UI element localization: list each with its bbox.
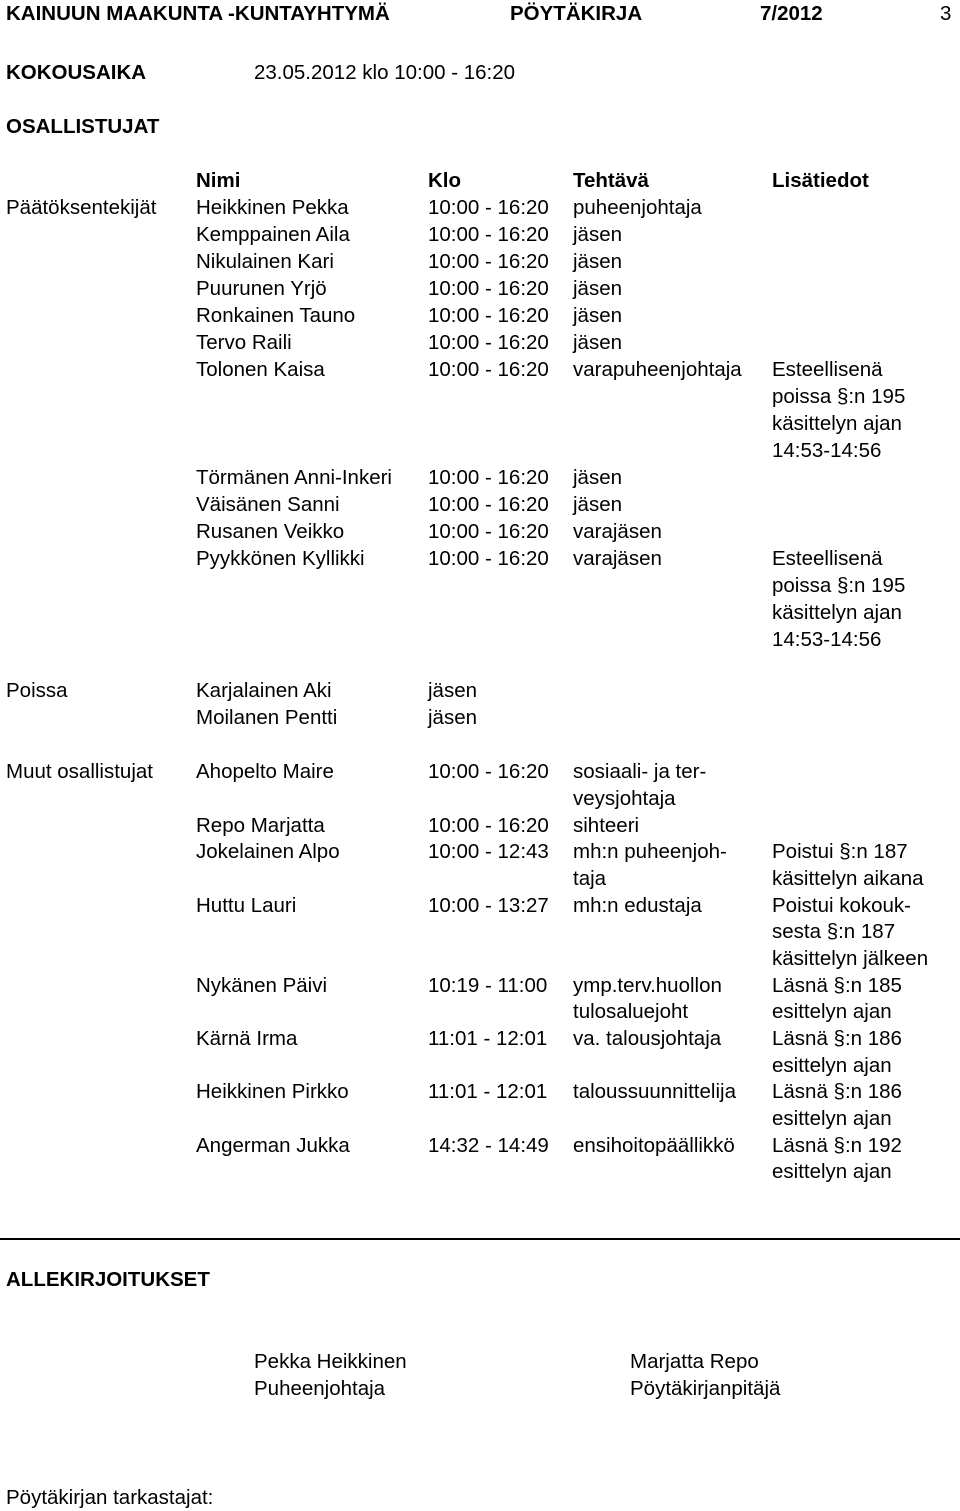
other-time: 10:00 - 16:20: [428, 760, 549, 783]
document-number: 7/2012: [760, 2, 823, 25]
other-time: 14:32 - 14:49: [428, 1134, 549, 1157]
participant-role: varajäsen: [573, 547, 662, 570]
other-role: taloussuunnittelija: [573, 1080, 736, 1103]
participant-role: jäsen: [573, 223, 623, 246]
participant-time: 10:00 - 16:20: [428, 466, 549, 489]
participant-name: Ronkainen Tauno: [196, 304, 356, 327]
decision-makers-label: Päätöksentekijät: [6, 196, 157, 219]
participant-note: poissa §:n 195: [772, 385, 906, 408]
page-number: 3: [940, 2, 952, 25]
other-note: esittelyn ajan: [772, 1160, 892, 1183]
document-type: PÖYTÄKIRJA: [510, 2, 643, 25]
other-note: Läsnä §:n 186: [772, 1080, 902, 1103]
other-time: 10:00 - 12:43: [428, 840, 549, 863]
chair-name: Pekka Heikkinen: [254, 1350, 407, 1373]
other-time: 10:00 - 13:27: [428, 894, 549, 917]
participant-role: varajäsen: [573, 520, 662, 543]
participant-name: Rusanen Veikko: [196, 520, 345, 543]
section-divider: [0, 1238, 960, 1240]
meeting-time-label: KOKOUSAIKA: [6, 61, 147, 84]
other-role: mh:n puheenjoh-: [573, 840, 727, 863]
other-note: sesta §:n 187: [772, 920, 896, 943]
column-header-notes: Lisätiedot: [772, 169, 869, 192]
secretary-name: Marjatta Repo: [630, 1350, 759, 1373]
participant-name: Heikkinen Pekka: [196, 196, 349, 219]
absent-role: jäsen: [428, 706, 478, 729]
participant-role: puheenjohtaja: [573, 196, 702, 219]
other-time: 10:00 - 16:20: [428, 814, 549, 837]
other-role: sosiaali- ja ter-: [573, 760, 707, 783]
secretary-title: Pöytäkirjanpitäjä: [630, 1377, 781, 1400]
other-name: Kärnä Irma: [196, 1027, 298, 1050]
other-name: Huttu Lauri: [196, 894, 297, 917]
participant-note: 14:53-14:56: [772, 439, 882, 462]
participant-time: 10:00 - 16:20: [428, 223, 549, 246]
participant-time: 10:00 - 16:20: [428, 547, 549, 570]
participant-role: jäsen: [573, 331, 623, 354]
other-time: 10:19 - 11:00: [428, 974, 548, 997]
participant-name: Törmänen Anni-Inkeri: [196, 466, 392, 489]
other-note: Poistui §:n 187: [772, 840, 908, 863]
participant-name: Tolonen Kaisa: [196, 358, 325, 381]
participant-time: 10:00 - 16:20: [428, 196, 549, 219]
participant-name: Nikulainen Kari: [196, 250, 334, 273]
participant-name: Tervo Raili: [196, 331, 292, 354]
other-name: Angerman Jukka: [196, 1134, 350, 1157]
other-note: Läsnä §:n 192: [772, 1134, 902, 1157]
participant-name: Puurunen Yrjö: [196, 277, 327, 300]
other-note: esittelyn ajan: [772, 1054, 892, 1077]
participant-time: 10:00 - 16:20: [428, 358, 549, 381]
column-header-time: Klo: [428, 169, 462, 192]
column-header-name: Nimi: [196, 169, 241, 192]
participant-name: Pyykkönen Kyllikki: [196, 547, 365, 570]
participant-role: jäsen: [573, 493, 623, 516]
participant-role: jäsen: [573, 304, 623, 327]
participant-note: käsittelyn ajan: [772, 412, 902, 435]
other-role: tulosaluejoht: [573, 1000, 689, 1023]
other-note: esittelyn ajan: [772, 1107, 892, 1130]
other-note: Läsnä §:n 186: [772, 1027, 902, 1050]
reviewers-label: Pöytäkirjan tarkastajat:: [6, 1486, 214, 1509]
participant-time: 10:00 - 16:20: [428, 277, 549, 300]
other-name: Jokelainen Alpo: [196, 840, 340, 863]
organization-name: KAINUUN MAAKUNTA -KUNTAYHTYMÄ: [6, 2, 390, 25]
signatures-title: ALLEKIRJOITUKSET: [6, 1268, 210, 1291]
other-time: 11:01 - 12:01: [428, 1080, 548, 1103]
other-role: mh:n edustaja: [573, 894, 702, 917]
participant-time: 10:00 - 16:20: [428, 331, 549, 354]
participant-note: poissa §:n 195: [772, 574, 906, 597]
column-header-role: Tehtävä: [573, 169, 649, 192]
participants-title: OSALLISTUJAT: [6, 115, 160, 138]
participant-time: 10:00 - 16:20: [428, 493, 549, 516]
participant-name: Väisänen Sanni: [196, 493, 340, 516]
participant-name: Kemppainen Aila: [196, 223, 350, 246]
other-role: veysjohtaja: [573, 787, 676, 810]
participant-time: 10:00 - 16:20: [428, 520, 549, 543]
other-name: Nykänen Päivi: [196, 974, 328, 997]
absent-label: Poissa: [6, 679, 68, 702]
other-role: ymp.terv.huollon: [573, 974, 722, 997]
participant-note: Esteellisenä: [772, 547, 883, 570]
other-note: käsittelyn jälkeen: [772, 947, 929, 970]
absent-name: Moilanen Pentti: [196, 706, 338, 729]
participant-role: jäsen: [573, 277, 623, 300]
chair-title: Puheenjohtaja: [254, 1377, 386, 1400]
participant-time: 10:00 - 16:20: [428, 304, 549, 327]
other-time: 11:01 - 12:01: [428, 1027, 548, 1050]
participant-role: jäsen: [573, 250, 623, 273]
other-participants-label: Muut osallistujat: [6, 760, 153, 783]
other-note: käsittelyn aikana: [772, 867, 924, 890]
participant-note: käsittelyn ajan: [772, 601, 902, 624]
other-note: Poistui kokouk-: [772, 894, 912, 917]
other-role: sihteeri: [573, 814, 640, 837]
other-note: esittelyn ajan: [772, 1000, 892, 1023]
participant-role: jäsen: [573, 466, 623, 489]
participant-time: 10:00 - 16:20: [428, 250, 549, 273]
other-role: ensihoitopäällikkö: [573, 1134, 735, 1157]
absent-name: Karjalainen Aki: [196, 679, 332, 702]
other-note: Läsnä §:n 185: [772, 974, 902, 997]
participant-note: 14:53-14:56: [772, 628, 882, 651]
absent-role: jäsen: [428, 679, 478, 702]
other-name: Heikkinen Pirkko: [196, 1080, 349, 1103]
other-name: Repo Marjatta: [196, 814, 325, 837]
participant-note: Esteellisenä: [772, 358, 883, 381]
other-role: va. talousjohtaja: [573, 1027, 722, 1050]
other-name: Ahopelto Maire: [196, 760, 334, 783]
participant-role: varapuheenjohtaja: [573, 358, 742, 381]
meeting-time-value: 23.05.2012 klo 10:00 - 16:20: [254, 61, 516, 84]
other-role: taja: [573, 867, 607, 890]
